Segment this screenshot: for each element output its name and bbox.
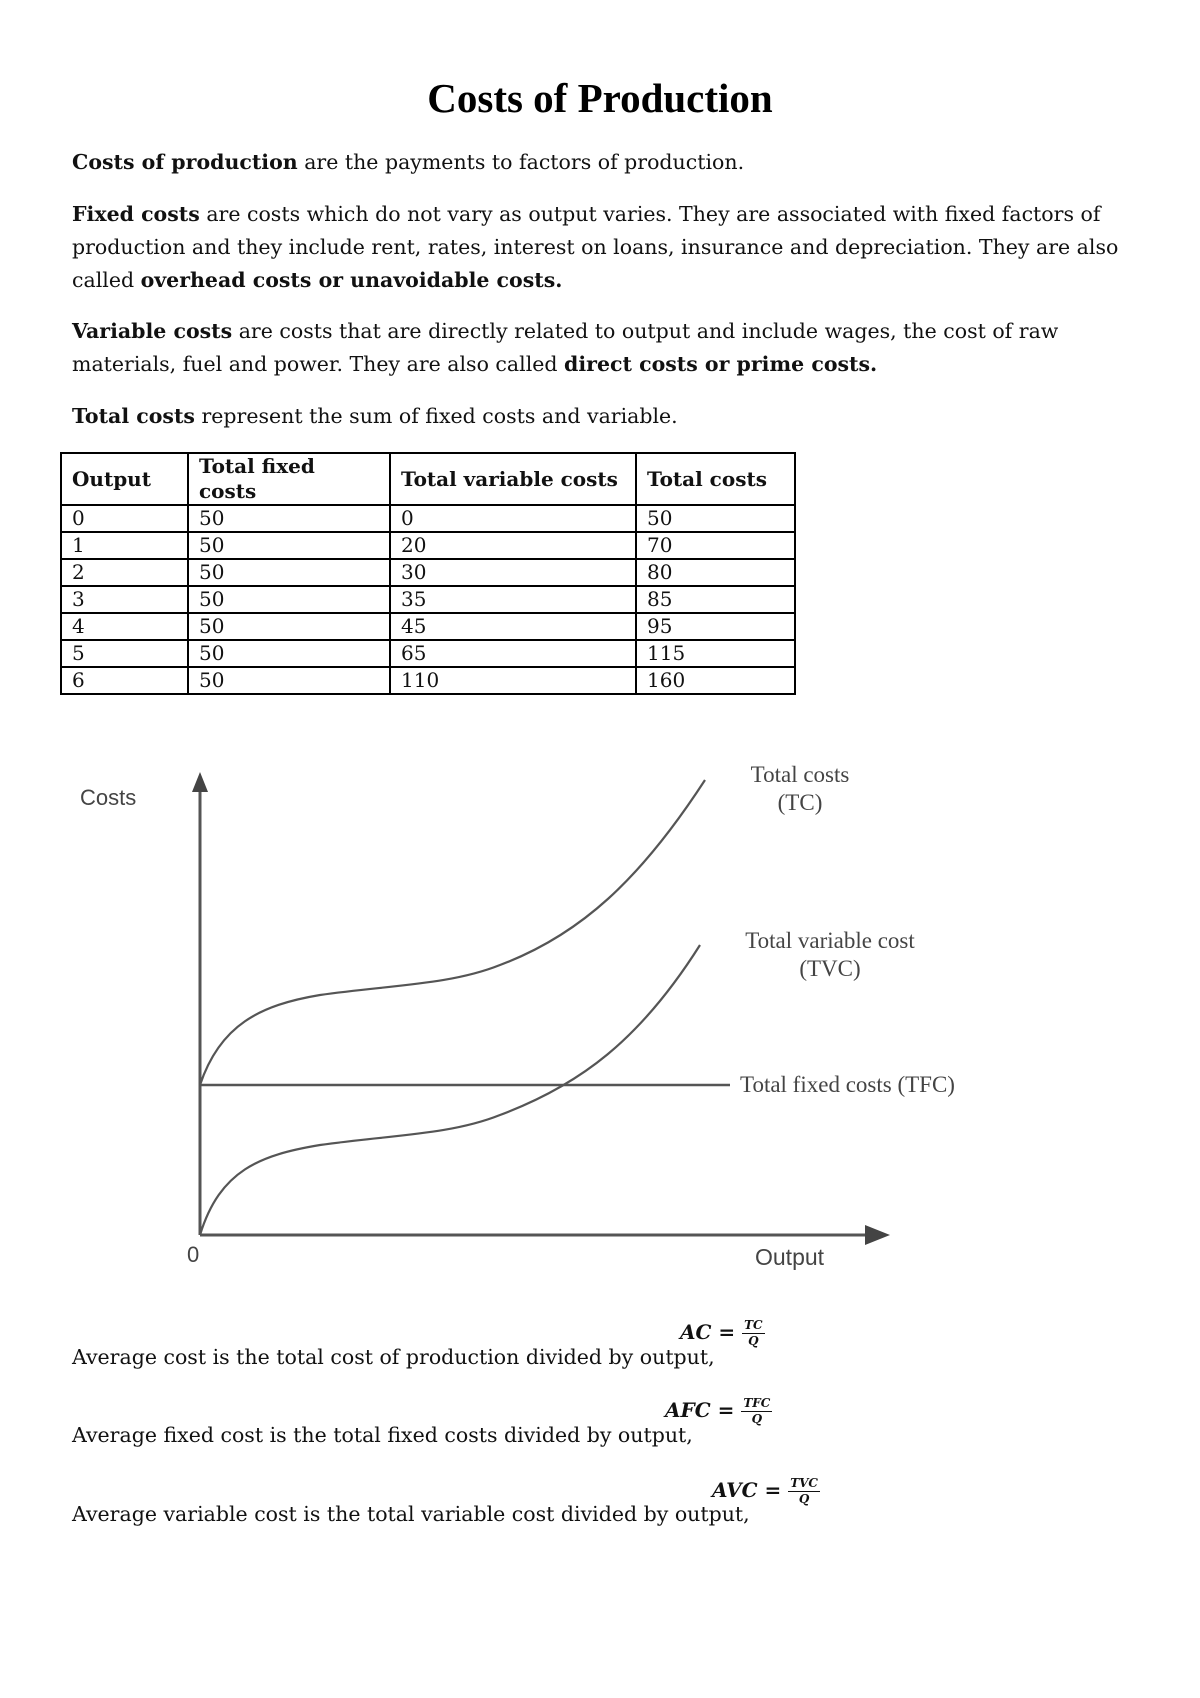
table-cell: 4 — [61, 613, 188, 640]
table-cell: 85 — [636, 586, 795, 613]
tvc-label-line1: Total variable cost — [745, 928, 915, 953]
tc-curve — [200, 780, 705, 1085]
table-header-row — [61, 453, 795, 505]
term-direct-costs: direct costs or prime costs. — [564, 352, 878, 376]
tc-label-line1: Total costs — [750, 762, 850, 787]
header-total-variable-costs: Total variable costs — [390, 453, 636, 505]
header-total-costs: Total costs — [636, 453, 795, 505]
paragraph-text: represent the sum of fixed costs and variable. — [194, 404, 678, 428]
paragraph-text: are the payments to factors of production. — [297, 150, 745, 174]
average-variable-cost-text: Average variable cost is the total variable cost divided by output, — [72, 1502, 750, 1526]
y-axis-label: Costs — [80, 785, 137, 810]
table-cell: 0 — [61, 505, 188, 532]
table-cell: 160 — [636, 667, 795, 694]
table-cell: 50 — [188, 586, 390, 613]
origin-label: 0 — [187, 1242, 200, 1267]
formula-lhs: AVC = — [712, 1478, 782, 1502]
table-cell: 80 — [636, 559, 795, 586]
table-cell: 0 — [390, 505, 636, 532]
costs-table — [60, 452, 796, 695]
denominator: Q — [748, 1334, 759, 1348]
average-fixed-cost-text: Average fixed cost is the total fixed costs divided by output, — [72, 1423, 693, 1447]
table-row — [61, 532, 795, 559]
header-total-fixed-costs: Total fixed costs — [188, 453, 390, 505]
tvc-label-line2: (TVC) — [799, 956, 861, 981]
table-cell: 50 — [188, 640, 390, 667]
tvc-curve — [200, 945, 700, 1235]
table-cell: 3 — [61, 586, 188, 613]
term-overhead-costs: overhead costs or unavoidable costs. — [140, 268, 563, 292]
table-cell: 50 — [188, 667, 390, 694]
table-cell: 65 — [390, 640, 636, 667]
table-row — [61, 667, 795, 694]
denominator: Q — [798, 1492, 810, 1506]
table-cell: 1 — [61, 532, 188, 559]
table-row — [61, 640, 795, 667]
page-title: Costs of Production — [427, 75, 773, 121]
paragraph-text: are costs that are directly related to output and include wages, the cost of raw materials, fuel and power. They are also called — [72, 319, 1059, 376]
term-total-costs: Total costs — [72, 404, 195, 428]
numerator: TFC — [743, 1396, 771, 1410]
x-axis-arrow-icon — [865, 1225, 890, 1245]
table-row — [61, 559, 795, 586]
cost-curves-chart — [60, 750, 1020, 1280]
paragraph-total-costs — [72, 400, 1132, 433]
table-cell: 95 — [636, 613, 795, 640]
term-costs-of-production: Costs of production — [72, 150, 298, 174]
tc-label-line2: (TC) — [777, 790, 823, 815]
table-row — [61, 586, 795, 613]
table-cell: 5 — [61, 640, 188, 667]
table-cell: 6 — [61, 667, 188, 694]
table-cell: 30 — [390, 559, 636, 586]
table-cell: 50 — [188, 532, 390, 559]
table-cell: 50 — [188, 505, 390, 532]
formula-lhs: AC = — [680, 1320, 736, 1344]
header-output: Output — [61, 453, 188, 505]
table-row — [61, 505, 795, 532]
numerator: TVC — [790, 1476, 818, 1490]
numerator: TC — [744, 1318, 763, 1332]
table-cell: 50 — [188, 559, 390, 586]
tfc-label: Total fixed costs (TFC) — [740, 1072, 955, 1097]
paragraph-variable-costs — [72, 315, 1132, 381]
paragraph-fixed-costs — [72, 198, 1132, 297]
paragraph-text: are costs which do not vary as output varies. They are associated with fixed factors of production and they include rent, rates, interest on loans, insurance and depreciation. They are also called — [72, 202, 1119, 292]
paragraph-costs-of-production — [72, 146, 1132, 179]
table-cell: 50 — [188, 613, 390, 640]
term-variable-costs: Variable costs — [72, 319, 233, 343]
x-axis-label: Output — [755, 1244, 825, 1270]
term-fixed-costs: Fixed costs — [72, 202, 200, 226]
y-axis-arrow-icon — [192, 772, 208, 792]
fraction — [788, 1476, 820, 1507]
table-cell: 20 — [390, 532, 636, 559]
table-cell: 35 — [390, 586, 636, 613]
fraction — [742, 1318, 764, 1349]
average-cost-text: Average cost is the total cost of production divided by output, — [72, 1345, 715, 1369]
denominator: Q — [751, 1412, 763, 1426]
table-cell: 115 — [636, 640, 795, 667]
table-cell: 2 — [61, 559, 188, 586]
table-cell: 50 — [636, 505, 795, 532]
formula-lhs: AFC = — [665, 1398, 735, 1422]
fraction — [741, 1396, 772, 1427]
table-cell: 45 — [390, 613, 636, 640]
table-row — [61, 613, 795, 640]
table-cell: 110 — [390, 667, 636, 694]
table-body — [61, 505, 795, 694]
table-cell: 70 — [636, 532, 795, 559]
